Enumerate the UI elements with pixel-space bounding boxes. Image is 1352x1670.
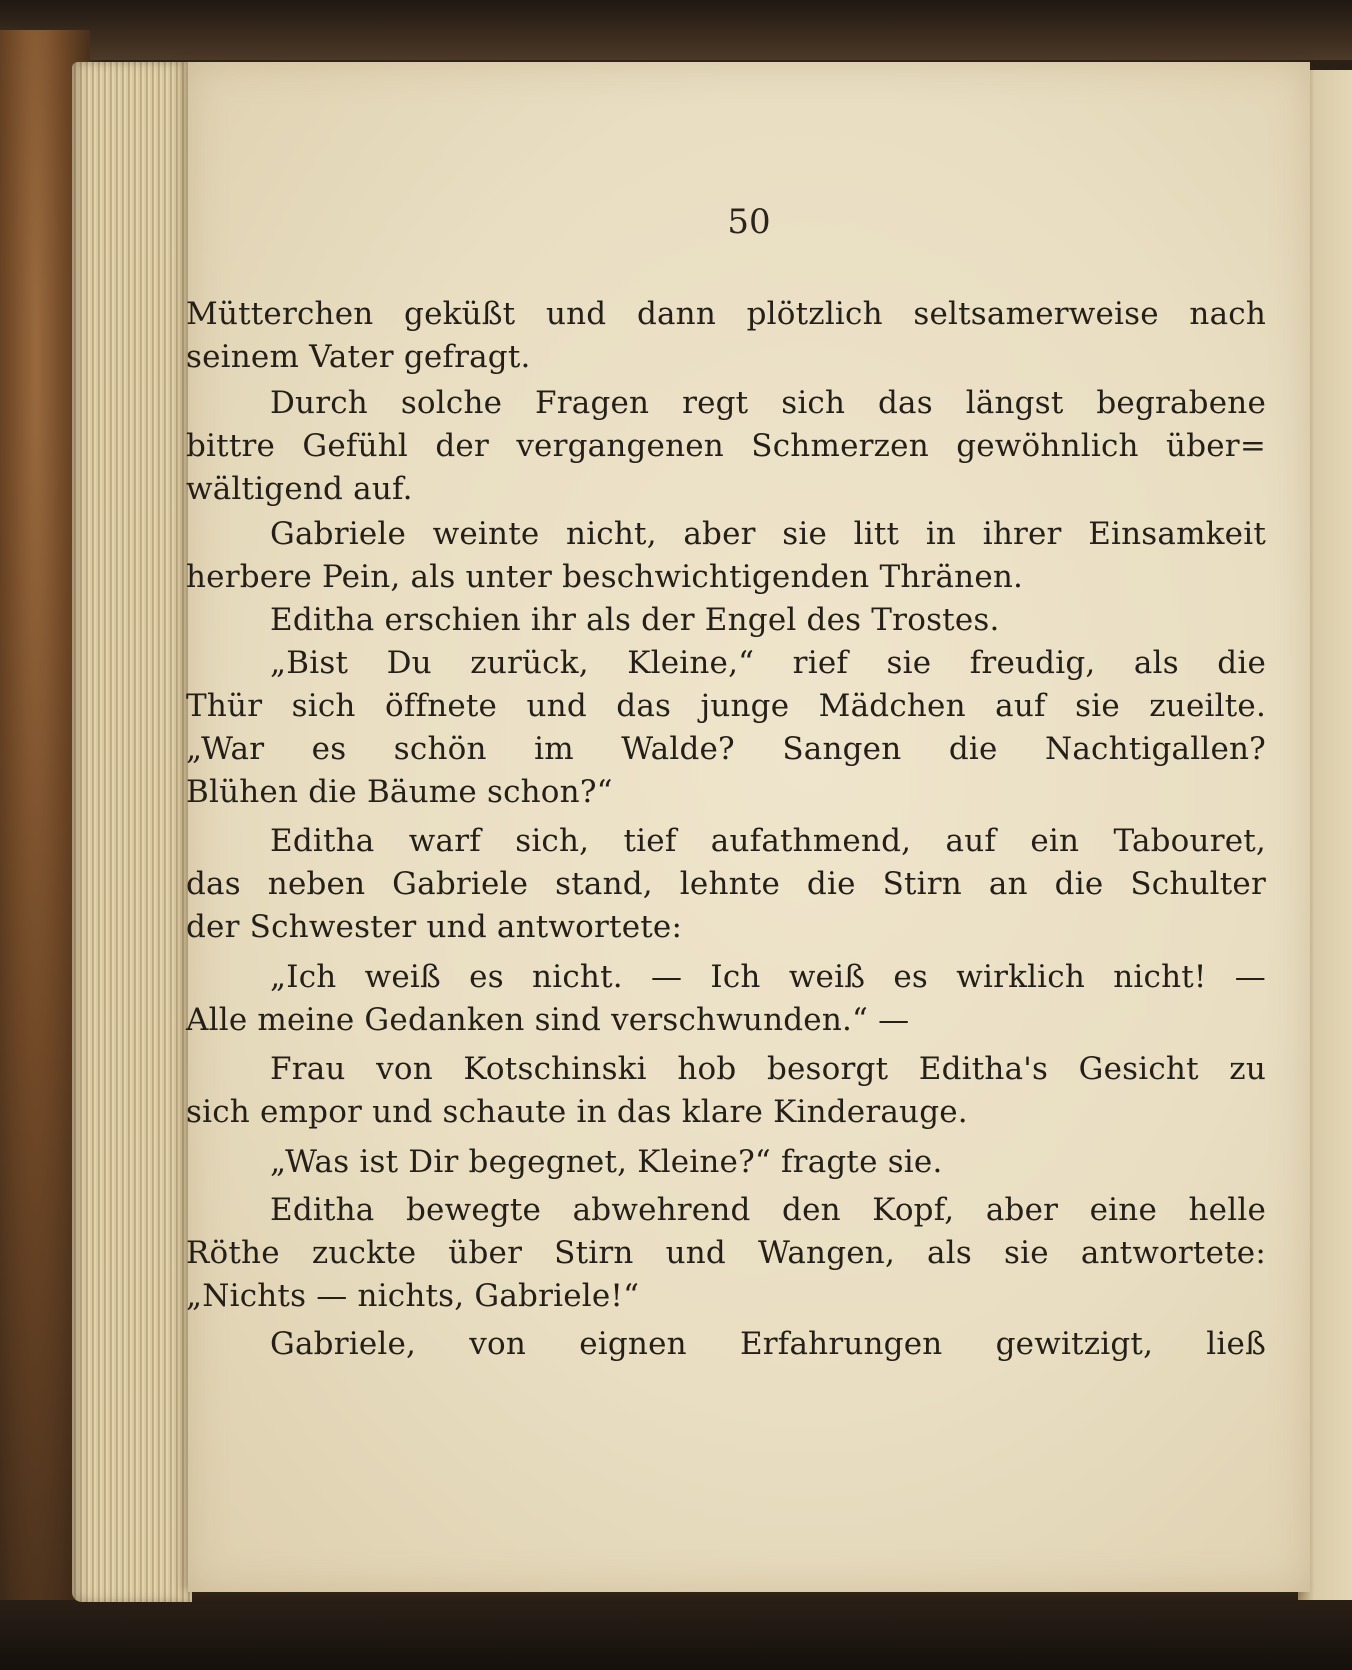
text-line-18: Frau von Kotschinski hob besorgt Editha's Gesicht zu [270, 1051, 1266, 1087]
text-line-8: Editha erschien ihr als der Engel des Trostes. [270, 602, 1000, 638]
text-line-5: wältigend auf. [186, 471, 413, 507]
text-line-14: das neben Gabriele stand, lehnte die Stirn an die Schulter [186, 866, 1266, 902]
page-number: 50 [727, 202, 771, 242]
text-line-16: „Ich weiß es nicht. — Ich weiß es wirklich nicht! — [270, 959, 1266, 995]
text-line-15: der Schwester und antwortete: [186, 909, 683, 945]
text-line-2: seinem Vater gefragt. [186, 339, 531, 375]
text-line-4: bittre Gefühl der vergangenen Schmerzen gewöhnlich über= [186, 428, 1266, 464]
text-line-24: Gabriele, von eignen Erfahrungen gewitzigt, ließ [270, 1326, 1266, 1362]
text-line-3: Durch solche Fragen regt sich das längst begrabene [270, 385, 1266, 421]
text-line-6: Gabriele weinte nicht, aber sie litt in ihrer Einsamkeit [270, 516, 1266, 552]
page-edges [72, 62, 192, 1602]
text-line-19: sich empor und schaute in das klare Kinderauge. [186, 1094, 968, 1130]
text-line-21: Editha bewegte abwehrend den Kopf, aber eine helle [270, 1192, 1266, 1228]
text-line-11: „War es schön im Walde? Sangen die Nachtigallen? [186, 731, 1266, 767]
text-line-1: Mütterchen geküßt und dann plötzlich seltsamerweise nach [186, 296, 1266, 332]
text-line-20: „Was ist Dir begegnet, Kleine?“ fragte sie. [270, 1144, 943, 1180]
text-line-17: Alle meine Gedanken sind verschwunden.“ — [186, 1002, 910, 1038]
book-cover-bottom [0, 1600, 1352, 1670]
text-line-12: Blühen die Bäume schon?“ [186, 774, 613, 810]
book-cover-top [0, 0, 1352, 60]
text-line-7: herbere Pein, als unter beschwichtigenden Thränen. [186, 559, 1024, 595]
text-line-10: Thür sich öffnete und das junge Mädchen auf sie zueilte. [186, 688, 1266, 724]
text-line-9: „Bist Du zurück, Kleine,“ rief sie freudig, als die [270, 645, 1266, 681]
text-line-22: Röthe zuckte über Stirn und Wangen, als sie antwortete: [186, 1235, 1266, 1271]
text-line-13: Editha warf sich, tief aufathmend, auf ein Tabouret, [270, 823, 1266, 859]
text-line-23: „Nichts — nichts, Gabriele!“ [186, 1278, 640, 1314]
